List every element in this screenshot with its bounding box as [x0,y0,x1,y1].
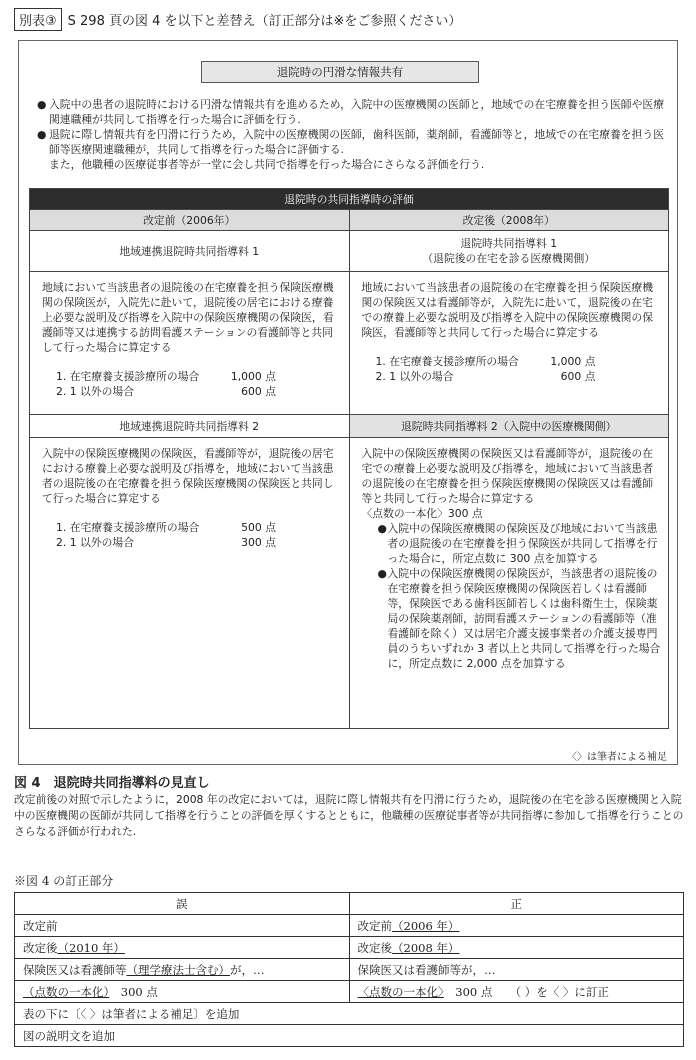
evaluation-table [29,188,669,729]
after-fee-1-desc: 地域において当該患者の退院後の在宅療養を担う保険医療機関の保険医又は看護師等が，入院先に赴いて，退院後の在宅での療養上必要な説明及び指導を入院中の保険医療機関の保険医，看護師等と共同して行った場合に算定する 1. 在宅療養支援診療所の場合 1,000 点 2. 1 以外の場合 600 点 [349,272,669,415]
correction-row: （点数の一本化） 300 点 〈点数の一本化〉 300 点 （ ）を〈 〉に訂正 [15,981,684,1003]
table-main-heading: 退院時の共同指導時の評価 [30,189,669,210]
after-fee-1-name: 退院時共同指導料 1 （退院後の在宅を診る医療機関側） [349,231,669,272]
column-after-heading: 改定後（2008年） [349,210,669,231]
before-fee-1-desc: 地域において当該患者の退院後の在宅療養を担う保険医療機関の保険医が，入院先に赴いて，退院後の居宅における療養上必要な説明及び指導を入院中の保険医療機関の保険医，看護師等又は連携する訪問看護ステーションの看護師等と共同して行った場合に算定する 1. 在宅療養支援診療所の場合 1,000 点 2. 1 以外の場合 600 点 [30,272,350,415]
correction-row-full: 表の下に〔〈 〉は筆者による補足〕を追加 [15,1003,684,1025]
bullet-continuation: また，他職種の医療従事者等が一堂に会し共同で指導を行った場合にさらなる評価を行う. [49,158,485,171]
bullet-item: ● 入院中の患者の退院時における円滑な情報共有を進めるため，入院中の医療機関の医師と，地域での在宅療養を担う医師や医療関連職種が共同して指導を行った場合に評価を行う. [37,98,664,126]
page-header [14,8,461,31]
after-fee-2-desc: 入院中の保険医療機関の保険医又は看護師等が，退院後の在宅での療養上必要な説明及び指導を，地域において当該患者の退院後の在宅療養を担う保険医療機関の保険医又は看護師等と共同して行った場合に算定する 〈点数の一本化〉300 点 ● 入院中の保険医療機関の保険医及び地域において当該患者の退院後の在宅療養を担う保険医が共同して指導を行った場合に，所定点数に 300 点を加算する ● 入院中の保険医療機関の保険医が，当該患者の退院後の在宅療養を担う保険医療機関の保険医若しくは看護師等，保険医である歯科医師若しくは歯科衛生士，保険薬局の保険薬剤師，訪問看護ステーションの看護師等（准看護師を除く）又は居宅介護支援事業者の介護支援専門員のうちいずれか 3 者以上と共同して指導を行った場合に，所定点数に 2,000 点を加算する [349,438,669,729]
points-list: 1. 在宅療養支援診療所の場合 1,000 点 2. 1 以外の場合 600 点 [56,370,276,398]
bullet-dot-icon: ● [37,128,47,141]
points-list: 1. 在宅療養支援診療所の場合 500 点 2. 1 以外の場合 300 点 [56,521,276,549]
correction-row: 改定後（2010 年） 改定後（2008 年） [15,937,684,959]
section-title: 退院時の円滑な情報共有 [201,61,479,83]
before-fee-2-name: 地域連携退院時共同指導料 2 [30,415,350,438]
column-before-heading: 改定前（2006年） [30,210,350,231]
correction-row-full: 図の説明文を追加 [15,1025,684,1047]
before-fee-1-name: 地域連携退院時共同指導料 1 [30,231,350,272]
points-list: 1. 在宅療養支援診療所の場合 1,000 点 2. 1 以外の場合 600 点 [375,355,596,383]
correction-row: 改定前 改定前（2006 年） [15,915,684,937]
footnote: 〈〉は筆者による補足 [567,752,667,763]
bullet-item: ● 退院に際し情報共有を円滑に行うため，入院中の医療機関の医師，歯科医師，薬剤師，看護師等と，地域での在宅療養を担う医師等医療関連職種が，共同して指導を行った場合に評価する. [37,128,664,156]
right-heading: 正 [349,893,684,915]
correction-row: 保険医又は看護師等（理学療法士含む）が，… 保険医又は看護師等が，… [15,959,684,981]
correction-title: ※図 4 の訂正部分 [14,874,114,888]
header-text: S 298 頁の図 4 を以下と差替え（訂正部分は※をご参照ください） [67,14,462,29]
bullet-list [37,97,667,172]
wrong-heading: 誤 [15,893,350,915]
unified-points: 〈点数の一本化〉300 点 [361,507,483,520]
correction-table [14,892,684,1047]
after-fee-2-name: 退院時共同指導料 2（入院中の医療機関側） [349,415,669,438]
bullet-dot-icon: ● [377,522,387,535]
figure-caption: 図 4 退院時共同指導料の見直し [14,776,210,791]
bullet-dot-icon: ● [37,98,47,111]
figure-panel [18,40,678,765]
bullet-dot-icon: ● [377,567,387,580]
addition-list: ● 入院中の保険医療機関の保険医及び地域において当該患者の退院後の在宅療養を担う保険医が共同して指導を行った場合に，所定点数に 300 点を加算する ● 入院中の保険医療機関の保険医が，当該患者の退院後の在宅療養を担う保険医療機関の保険医若しくは看護師等，保険医である歯科医師若しくは歯科衛生士，保険薬局の保険薬剤師，訪問看護ステーションの看護師等（准看護師を除く）又は居宅介護支援事業者の介護支援専門員のうちいずれか 3 者以上と共同して指導を行った場合に，所定点数に 2,000 点を加算する [377,522,661,670]
appendix-tag: 別表③ [14,8,62,31]
before-fee-2-desc: 入院中の保険医療機関の保険医，看護師等が，退院後の居宅における療養上必要な説明及び指導を，地域において当該患者の退院後の在宅療養を担う保険医療機関の保険医と共同して行った場合に算定する 1. 在宅療養支援診療所の場合 500 点 2. 1 以外の場合 300 点 [30,438,350,729]
figure-description: 改定前後の対照で示したように，2008 年の改定においては，退院に際し情報共有を円滑に行うため，退院後の在宅を診る医療機関と入院中の医療機関の医師が共同して指導を行うことの評価を厚くするとともに，他職種の医療従事者等が共同指導に参加して指導を行うことのさらなる評価が行われた. [14,793,684,838]
